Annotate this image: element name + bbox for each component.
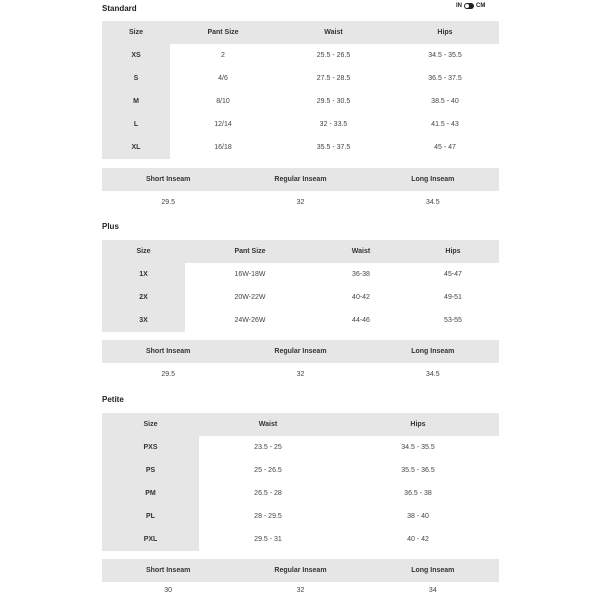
table-row [102,44,499,67]
table-row [102,90,499,113]
short-inseam-value: 30 [164,586,173,594]
header-waist: Waist [315,240,407,263]
header-short-inseam: Short Inseam [102,168,234,191]
waist-cell: 26.5 - 28 [199,482,337,505]
regular-inseam-value: 32 [296,586,305,594]
hips-cell: 38 - 40 [337,505,499,528]
header-size: Size [102,240,185,263]
table-row [102,459,499,482]
size-label: PM [102,482,199,505]
waist-cell: 35.5 - 37.5 [276,136,391,159]
toggle-knob [465,4,469,8]
pant-size-cell: 8/10 [170,90,276,113]
header-hips: Hips [337,413,499,436]
pant-size-cell: 16W-18W [185,263,315,286]
petite-size-table [102,413,499,551]
header-long-inseam: Long Inseam [367,168,499,191]
hips-cell: 45 - 47 [391,136,499,159]
table-row [102,309,499,332]
waist-cell: 23.5 - 25 [199,436,337,459]
hips-cell: 53-55 [407,309,499,332]
waist-cell: 29.5 - 31 [199,528,337,551]
long-inseam-value: 34.5 [426,199,440,206]
waist-cell: 32 - 33.5 [276,113,391,136]
regular-inseam-value: 32 [296,199,305,206]
plus-title: Plus [102,222,119,231]
table-header-row [102,240,499,263]
header-size: Size [102,413,199,436]
size-label: XL [102,136,170,159]
hips-cell: 34.5 - 35.5 [391,44,499,67]
header-pant-size: Pant Size [185,240,315,263]
unit-in-label[interactable]: IN [456,3,462,9]
header-hips: Hips [391,21,499,44]
inseam-row [102,191,499,214]
size-label: PXS [102,436,199,459]
hips-cell: 40 - 42 [337,528,499,551]
header-waist: Waist [276,21,391,44]
hips-cell: 35.5 - 36.5 [337,459,499,482]
unit-toggle[interactable] [456,3,485,9]
plus-inseam-table [102,340,499,386]
table-header-row [102,413,499,436]
size-label: M [102,90,170,113]
waist-cell: 29.5 - 30.5 [276,90,391,113]
waist-cell: 28 - 29.5 [199,505,337,528]
pant-size-cell: 16/18 [170,136,276,159]
waist-cell: 27.5 - 28.5 [276,67,391,90]
plus-size-table [102,240,499,332]
hips-cell: 36.5 - 37.5 [391,67,499,90]
table-row [102,528,499,551]
hips-cell: 38.5 - 40 [391,90,499,113]
long-inseam-value: 34 [428,586,437,594]
inseam-header-row [102,340,499,363]
size-label: 2X [102,286,185,309]
size-label: XS [102,44,170,67]
size-label: PL [102,505,199,528]
header-long-inseam: Long Inseam [367,340,499,363]
waist-cell: 36-38 [315,263,407,286]
table-row [102,505,499,528]
regular-inseam-value: 32 [296,371,305,378]
inseam-row [102,582,499,598]
table-row [102,286,499,309]
waist-cell: 44-46 [315,309,407,332]
petite-title: Petite [102,395,124,404]
header-size: Size [102,21,170,44]
size-label: 3X [102,309,185,332]
long-inseam-value: 34.5 [426,371,440,378]
header-regular-inseam: Regular Inseam [234,340,366,363]
header-regular-inseam: Regular Inseam [234,168,366,191]
table-row [102,136,499,159]
standard-title: Standard [102,4,137,13]
standard-size-table [102,21,499,159]
waist-cell: 25 - 26.5 [199,459,337,482]
hips-cell: 49-51 [407,286,499,309]
waist-cell: 40-42 [315,286,407,309]
size-label: L [102,113,170,136]
table-row [102,67,499,90]
table-row [102,436,499,459]
hips-cell: 45-47 [407,263,499,286]
table-header-row [102,21,499,44]
size-label: PS [102,459,199,482]
hips-cell: 41.5 - 43 [391,113,499,136]
unit-cm-label[interactable]: CM [476,3,486,9]
table-row [102,113,499,136]
inseam-header-row [102,168,499,191]
inseam-row [102,363,499,386]
size-label: PXL [102,528,199,551]
short-inseam-value: 29.5 [161,371,175,378]
inseam-header-row [102,559,499,582]
standard-inseam-table [102,168,499,214]
table-row [102,482,499,505]
unit-toggle-switch[interactable] [464,3,474,9]
pant-size-cell: 24W-26W [185,309,315,332]
header-waist: Waist [199,413,337,436]
pant-size-cell: 12/14 [170,113,276,136]
waist-cell: 25.5 - 26.5 [276,44,391,67]
size-label: S [102,67,170,90]
hips-cell: 34.5 - 35.5 [337,436,499,459]
petite-inseam-table [102,559,499,598]
header-long-inseam: Long Inseam [367,559,499,582]
short-inseam-value: 29.5 [161,199,175,206]
header-short-inseam: Short Inseam [102,340,234,363]
pant-size-cell: 2 [170,44,276,67]
hips-cell: 36.5 - 38 [337,482,499,505]
pant-size-cell: 20W-22W [185,286,315,309]
pant-size-cell: 4/6 [170,67,276,90]
table-row [102,263,499,286]
header-regular-inseam: Regular Inseam [234,559,366,582]
size-label: 1X [102,263,185,286]
header-pant-size: Pant Size [170,21,276,44]
header-short-inseam: Short Inseam [102,559,234,582]
header-hips: Hips [407,240,499,263]
